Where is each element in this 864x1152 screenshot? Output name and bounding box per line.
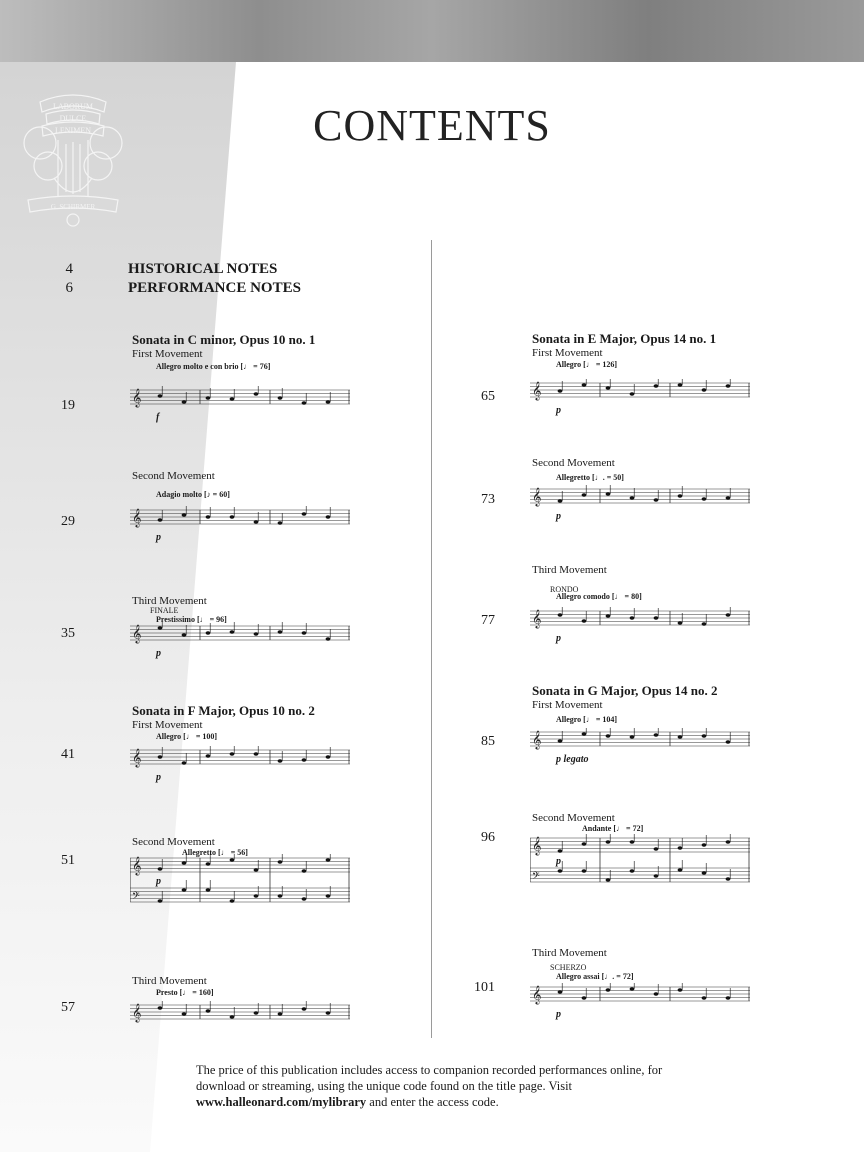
dynamic-marking: p bbox=[556, 405, 561, 416]
toc-label: PERFORMANCE NOTES bbox=[128, 280, 301, 296]
toc-page-number[interactable]: 65 bbox=[481, 389, 495, 404]
footer-text: The price of this publication includes access to companion recorded performances online, for download or streaming, using the unique code found on the title page. Visit bbox=[196, 1063, 663, 1093]
note-head bbox=[702, 843, 707, 846]
note-head bbox=[606, 878, 611, 881]
note-head bbox=[206, 1009, 211, 1012]
note-head bbox=[582, 996, 587, 999]
music-incipit bbox=[530, 379, 750, 413]
note-head bbox=[254, 868, 259, 871]
note-head bbox=[230, 515, 235, 518]
note-head bbox=[606, 492, 611, 495]
tempo-marking: Prestissimo [♩ = 96] bbox=[156, 615, 227, 624]
note-head bbox=[678, 494, 683, 497]
movement-label[interactable]: Second Movement bbox=[132, 470, 215, 482]
logo-text: DULCE bbox=[59, 114, 87, 123]
note-head bbox=[606, 386, 611, 389]
toc-page-number[interactable]: 35 bbox=[61, 626, 75, 641]
note-head bbox=[630, 735, 635, 738]
note-head bbox=[678, 735, 683, 738]
note-head bbox=[726, 996, 731, 999]
note-head bbox=[182, 400, 187, 403]
music-incipit bbox=[530, 485, 750, 519]
dynamic-marking: p bbox=[556, 1009, 561, 1020]
note-head bbox=[654, 498, 659, 501]
note-head bbox=[606, 614, 611, 617]
note-head bbox=[158, 626, 163, 629]
note-head bbox=[206, 888, 211, 891]
note-head bbox=[558, 499, 563, 502]
note-head bbox=[582, 493, 587, 496]
note-head bbox=[302, 1007, 307, 1010]
sonata-title[interactable]: Sonata in C minor, Opus 10 no. 1 bbox=[132, 332, 316, 347]
note-head bbox=[158, 755, 163, 758]
note-head bbox=[582, 842, 587, 845]
treble-clef-icon: 𝄞 bbox=[132, 858, 142, 875]
note-head bbox=[630, 392, 635, 395]
note-head bbox=[278, 396, 283, 399]
note-head bbox=[326, 637, 331, 640]
treble-clef-icon: 𝄞 bbox=[532, 838, 542, 855]
note-head bbox=[678, 988, 683, 991]
movement-label[interactable]: Third Movement bbox=[532, 564, 607, 576]
sonata-title[interactable]: Sonata in E Major, Opus 14 no. 1 bbox=[532, 331, 717, 346]
movement-label[interactable]: First Movement bbox=[132, 719, 203, 731]
note-head bbox=[158, 867, 163, 870]
treble-clef-icon: 𝄞 bbox=[532, 732, 542, 749]
note-head bbox=[654, 384, 659, 387]
music-incipit bbox=[130, 386, 350, 420]
note-head bbox=[254, 392, 259, 395]
tempo-marking: Adagio molto [♪ = 60] bbox=[156, 490, 230, 499]
dynamic-marking: p bbox=[156, 648, 161, 659]
note-head bbox=[726, 384, 731, 387]
note-head bbox=[182, 633, 187, 636]
note-head bbox=[582, 619, 587, 622]
note-head bbox=[302, 758, 307, 761]
note-head bbox=[254, 520, 259, 523]
note-head bbox=[326, 755, 331, 758]
note-head bbox=[302, 897, 307, 900]
note-head bbox=[678, 621, 683, 624]
toc-page-number[interactable]: 41 bbox=[61, 747, 75, 762]
note-head bbox=[702, 871, 707, 874]
toc-page-number[interactable]: 96 bbox=[481, 830, 495, 845]
note-head bbox=[326, 515, 331, 518]
note-head bbox=[606, 840, 611, 843]
dynamic-marking: p bbox=[156, 876, 161, 887]
tempo-marking: Allegro comodo [♩ = 80] bbox=[556, 592, 642, 601]
page-title: CONTENTS bbox=[313, 101, 551, 150]
dynamic-marking: p bbox=[556, 633, 561, 644]
note-head bbox=[326, 400, 331, 403]
note-head bbox=[302, 512, 307, 515]
treble-clef-icon: 𝄞 bbox=[132, 750, 142, 767]
toc-page-number[interactable]: 77 bbox=[481, 613, 495, 628]
note-head bbox=[326, 894, 331, 897]
tempo-marking: Andante [♩ = 72] bbox=[582, 824, 644, 833]
toc-page-number[interactable]: 51 bbox=[61, 853, 75, 868]
note-head bbox=[254, 894, 259, 897]
note-head bbox=[558, 613, 563, 616]
movement-label[interactable]: First Movement bbox=[132, 348, 203, 360]
treble-clef-icon: 𝄞 bbox=[132, 390, 142, 407]
logo-text: LABORUM bbox=[52, 102, 94, 111]
treble-clef-icon: 𝄞 bbox=[132, 626, 142, 643]
dynamic-marking: p bbox=[156, 532, 161, 543]
note-head bbox=[278, 1012, 283, 1015]
note-head bbox=[158, 899, 163, 902]
toc-page-number: 6 bbox=[65, 280, 73, 296]
note-head bbox=[302, 631, 307, 634]
dynamic-marking: f bbox=[156, 412, 160, 423]
note-head bbox=[630, 869, 635, 872]
toc-page-number[interactable]: 101 bbox=[474, 980, 495, 995]
dynamic-marking: p bbox=[556, 856, 561, 867]
note-head bbox=[278, 521, 283, 524]
section-label: RONDO bbox=[550, 585, 579, 594]
movement-label[interactable]: Second Movement bbox=[132, 836, 215, 848]
note-head bbox=[558, 849, 563, 852]
section-label: FINALE bbox=[150, 606, 179, 615]
note-head bbox=[678, 846, 683, 849]
tempo-marking: Allegretto [♩ = 56] bbox=[182, 848, 248, 857]
note-head bbox=[678, 868, 683, 871]
music-incipit bbox=[530, 983, 750, 1017]
column-divider bbox=[431, 240, 432, 1038]
note-head bbox=[278, 860, 283, 863]
tempo-marking: Allegretto [♩. = 50] bbox=[556, 473, 624, 482]
toc-page-number[interactable]: 29 bbox=[61, 514, 75, 529]
treble-clef-icon: 𝄞 bbox=[132, 1005, 142, 1022]
note-head bbox=[582, 869, 587, 872]
note-head bbox=[654, 992, 659, 995]
note-head bbox=[206, 862, 211, 865]
note-head bbox=[230, 752, 235, 755]
note-head bbox=[654, 616, 659, 619]
note-head bbox=[254, 752, 259, 755]
footer-text: and enter the access code. bbox=[366, 1095, 499, 1109]
logo-text: G. SCHIRMER bbox=[50, 203, 96, 211]
toc-front-matter-item[interactable] bbox=[65, 280, 301, 297]
note-head bbox=[630, 840, 635, 843]
toc-page-number[interactable]: 73 bbox=[481, 492, 495, 507]
note-head bbox=[558, 990, 563, 993]
note-head bbox=[254, 1011, 259, 1014]
footer-link[interactable]: www.halleonard.com/mylibrary bbox=[196, 1095, 367, 1109]
toc-page-number[interactable]: 57 bbox=[61, 1000, 75, 1015]
note-head bbox=[726, 877, 731, 880]
music-incipit bbox=[130, 622, 350, 656]
note-head bbox=[630, 496, 635, 499]
logo-text: LENIMEN bbox=[55, 126, 91, 135]
note-head bbox=[606, 988, 611, 991]
bass-clef-icon: 𝄢 bbox=[132, 890, 140, 904]
note-head bbox=[654, 847, 659, 850]
note-head bbox=[278, 759, 283, 762]
movement-label[interactable]: First Movement bbox=[532, 699, 603, 711]
music-incipit bbox=[130, 506, 350, 540]
note-head bbox=[302, 401, 307, 404]
note-head bbox=[630, 987, 635, 990]
note-head bbox=[230, 899, 235, 902]
note-head bbox=[206, 754, 211, 757]
dynamic-marking: p legato bbox=[556, 754, 589, 765]
note-head bbox=[558, 739, 563, 742]
note-head bbox=[278, 894, 283, 897]
note-head bbox=[326, 858, 331, 861]
note-head bbox=[326, 1011, 331, 1014]
note-head bbox=[230, 858, 235, 861]
section-label: SCHERZO bbox=[550, 963, 587, 972]
toc-front-matter-item[interactable] bbox=[65, 261, 278, 278]
note-head bbox=[182, 888, 187, 891]
tempo-marking: Allegro [♩ = 126] bbox=[556, 360, 618, 369]
note-head bbox=[206, 396, 211, 399]
note-head bbox=[606, 734, 611, 737]
note-head bbox=[582, 383, 587, 386]
music-incipit bbox=[130, 1001, 350, 1035]
note-head bbox=[158, 1006, 163, 1009]
treble-clef-icon: 𝄞 bbox=[532, 987, 542, 1004]
note-head bbox=[230, 397, 235, 400]
movement-label[interactable]: Third Movement bbox=[532, 947, 607, 959]
note-head bbox=[678, 383, 683, 386]
note-head bbox=[726, 496, 731, 499]
treble-clef-icon: 𝄞 bbox=[532, 611, 542, 628]
dynamic-marking: p bbox=[156, 772, 161, 783]
treble-clef-icon: 𝄞 bbox=[132, 510, 142, 527]
tempo-marking: Allegro [♩ = 100] bbox=[156, 732, 218, 741]
note-head bbox=[630, 616, 635, 619]
note-head bbox=[702, 734, 707, 737]
music-incipit bbox=[530, 834, 750, 900]
movement-label[interactable]: Third Movement bbox=[132, 595, 207, 607]
treble-clef-icon: 𝄞 bbox=[532, 383, 542, 400]
note-head bbox=[558, 869, 563, 872]
footer-note bbox=[196, 1062, 696, 1110]
note-head bbox=[254, 632, 259, 635]
movement-label[interactable]: Second Movement bbox=[532, 812, 615, 824]
note-head bbox=[702, 497, 707, 500]
note-head bbox=[230, 1015, 235, 1018]
treble-clef-icon: 𝄞 bbox=[532, 489, 542, 506]
note-head bbox=[726, 613, 731, 616]
note-head bbox=[654, 733, 659, 736]
toc-page-number[interactable]: 19 bbox=[61, 398, 75, 413]
tempo-marking: Allegro assai [♩. = 72] bbox=[556, 972, 634, 981]
note-head bbox=[182, 1012, 187, 1015]
note-head bbox=[702, 388, 707, 391]
note-head bbox=[158, 394, 163, 397]
note-head bbox=[582, 732, 587, 735]
toc-page-number: 4 bbox=[65, 261, 73, 277]
movement-label[interactable]: Second Movement bbox=[532, 457, 615, 469]
dynamic-marking: p bbox=[556, 511, 561, 522]
note-head bbox=[206, 515, 211, 518]
note-head bbox=[302, 869, 307, 872]
note-head bbox=[654, 874, 659, 877]
movement-label[interactable]: Third Movement bbox=[132, 975, 207, 987]
music-incipit bbox=[130, 746, 350, 780]
note-head bbox=[702, 996, 707, 999]
sonata-title[interactable]: Sonata in G Major, Opus 14 no. 2 bbox=[532, 683, 718, 698]
tempo-marking: Allegro molto e con brio [♩ = 76] bbox=[156, 362, 271, 371]
note-head bbox=[726, 840, 731, 843]
note-head bbox=[206, 631, 211, 634]
bass-clef-icon: 𝄢 bbox=[532, 870, 540, 884]
tempo-marking: Allegro [♩ = 104] bbox=[556, 715, 618, 724]
toc-page-number[interactable]: 85 bbox=[481, 734, 495, 749]
sonata-title[interactable]: Sonata in F Major, Opus 10 no. 2 bbox=[132, 703, 315, 718]
music-incipit bbox=[130, 854, 350, 920]
note-head bbox=[182, 513, 187, 516]
note-head bbox=[702, 622, 707, 625]
note-head bbox=[726, 740, 731, 743]
movement-label[interactable]: First Movement bbox=[532, 347, 603, 359]
note-head bbox=[158, 518, 163, 521]
toc-label: HISTORICAL NOTES bbox=[128, 261, 278, 277]
note-head bbox=[558, 389, 563, 392]
music-incipit bbox=[530, 607, 750, 641]
note-head bbox=[182, 761, 187, 764]
note-head bbox=[182, 861, 187, 864]
note-head bbox=[278, 630, 283, 633]
header-band bbox=[0, 0, 864, 62]
note-head bbox=[230, 630, 235, 633]
tempo-marking: Presto [♩ = 160] bbox=[156, 988, 214, 997]
